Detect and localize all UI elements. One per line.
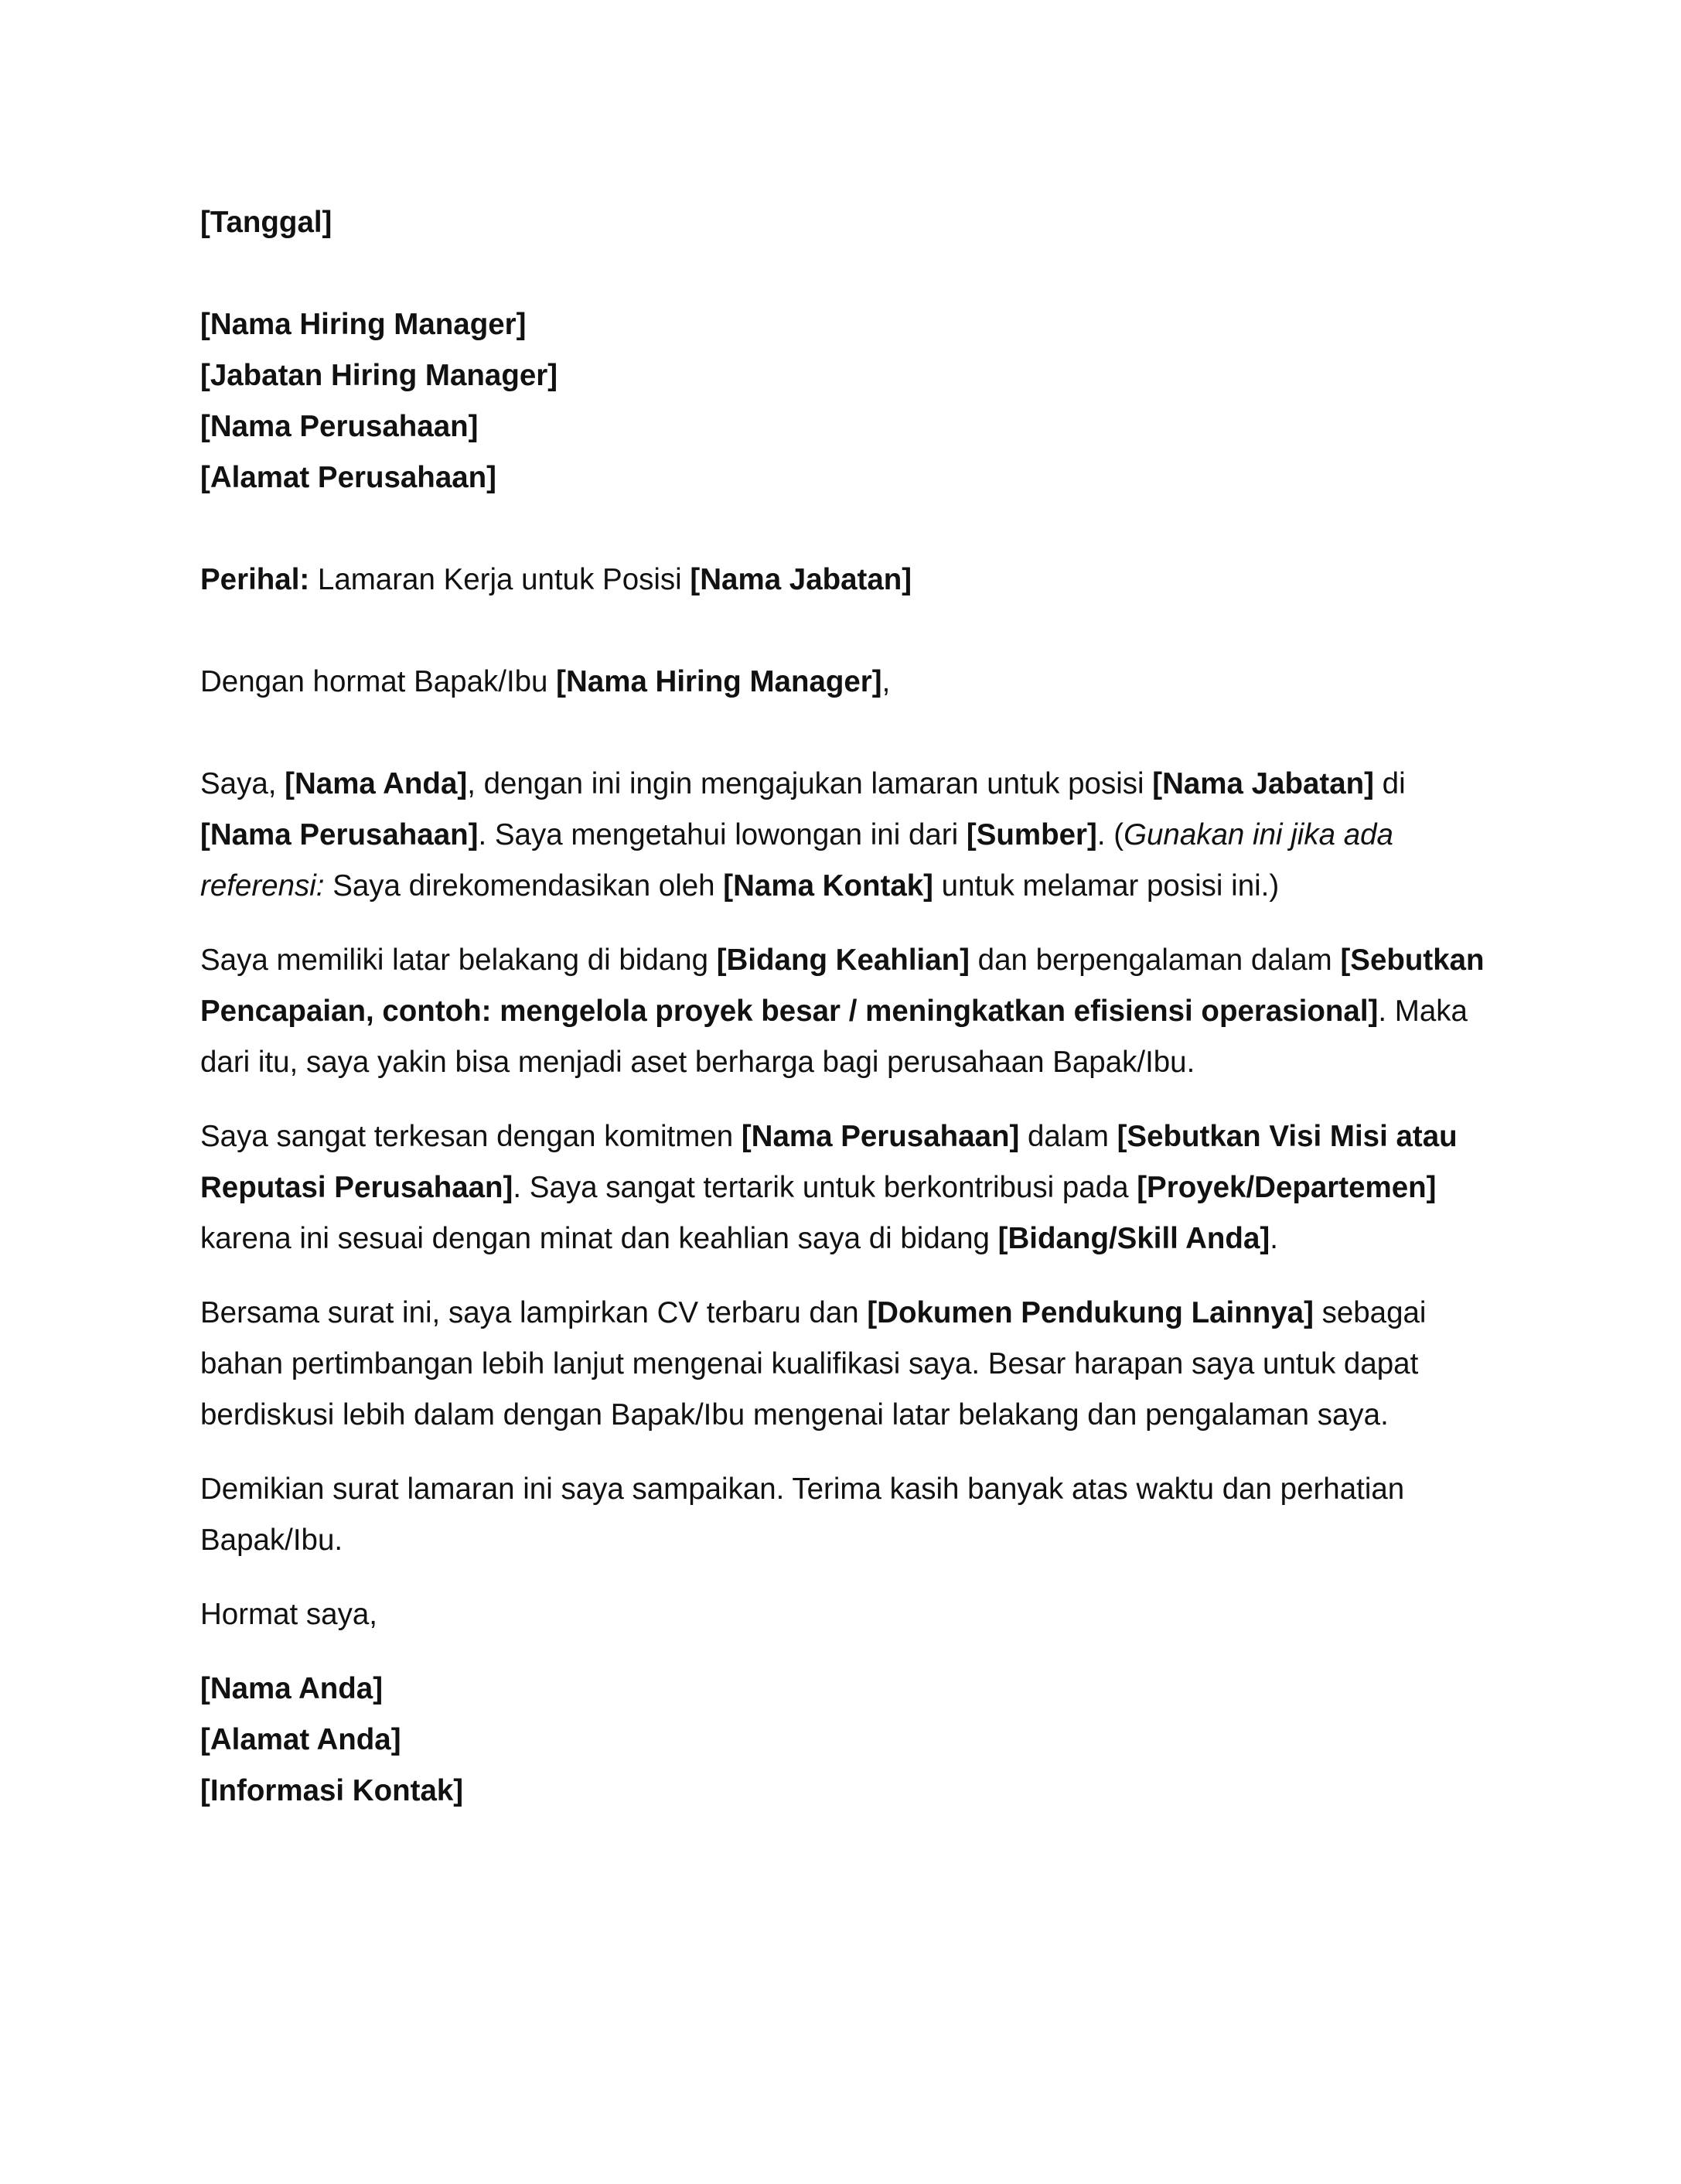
- spacer: [200, 708, 1499, 759]
- placeholder-text: [Nama Kontak]: [723, 869, 933, 903]
- greeting-end: ,: [881, 665, 891, 698]
- text: sebagai bahan pertimbangan lebih lanjut mengenai kualifikasi saya. Besar harapan saya untuk dapat berdiskusi lebih dalam dengan Bapak/Ibu mengenai latar belakang dan pengalaman saya.: [200, 1296, 1427, 1432]
- text: . (: [1096, 818, 1124, 851]
- recipient-block: [200, 299, 1499, 503]
- text: .: [1270, 1222, 1278, 1255]
- recipient-name: [Nama Hiring Manager]: [200, 308, 527, 341]
- greeting-text: Dengan hormat Bapak/Ibu: [200, 665, 557, 698]
- text: Saya memiliki latar belakang di bidang: [200, 944, 717, 977]
- spacer: [200, 503, 1499, 555]
- signature-block: [200, 1664, 1499, 1817]
- recipient-company: [Nama Perusahaan]: [200, 410, 479, 443]
- signature-contact: [Informasi Kontak]: [200, 1774, 464, 1807]
- text: Saya sangat terkesan dengan komitmen: [200, 1120, 742, 1153]
- text: . Saya sangat tertarik untuk berkontribusi pada: [513, 1171, 1137, 1204]
- greeting-line: [200, 657, 1499, 708]
- recipient-address: [Alamat Perusahaan]: [200, 461, 496, 494]
- placeholder-text: [Nama Perusahaan]: [200, 818, 479, 851]
- placeholder-text: [Dokumen Pendukung Lainnya]: [867, 1296, 1314, 1329]
- placeholder-text: [Bidang Keahlian]: [716, 944, 970, 977]
- text: karena ini sesuai dengan minat dan keahlian saya di bidang: [200, 1222, 998, 1255]
- spacer: [200, 248, 1499, 299]
- text: Saya direkomendasikan oleh: [324, 869, 724, 903]
- paragraph-2: [200, 935, 1499, 1088]
- paragraph-5: Demikian surat lamaran ini saya sampaikan. Terima kasih banyak atas waktu dan perhatian Bapak/Ibu.: [200, 1472, 1405, 1557]
- recipient-title: [Jabatan Hiring Manager]: [200, 359, 558, 392]
- date-line: [Tanggal]: [200, 206, 332, 239]
- placeholder-text: [Sumber]: [966, 818, 1097, 851]
- text: di: [1373, 767, 1406, 800]
- placeholder-text: [Nama Jabatan]: [1152, 767, 1374, 800]
- text: , dengan ini ingin mengajukan lamaran untuk posisi: [467, 767, 1153, 800]
- subject-text: Lamaran Kerja untuk Posisi: [309, 563, 690, 596]
- greeting-name: [Nama Hiring Manager]: [556, 665, 882, 698]
- paragraph-3: [200, 1111, 1499, 1264]
- italic-note: Gunakan ini jika ada referensi:: [200, 818, 1393, 903]
- placeholder-text: [Bidang/Skill Anda]: [997, 1222, 1270, 1255]
- text: dan berpengalaman dalam: [969, 944, 1341, 977]
- spacer: [200, 606, 1499, 657]
- signature-address: [Alamat Anda]: [200, 1723, 401, 1756]
- subject-label: Perihal:: [200, 563, 310, 596]
- placeholder-text: [Sebutkan Visi Misi atau Reputasi Perusahaan]: [200, 1120, 1458, 1204]
- signature-name: [Nama Anda]: [200, 1672, 384, 1705]
- text: untuk melamar posisi ini.): [933, 869, 1280, 903]
- placeholder-text: [Nama Perusahaan]: [741, 1120, 1020, 1153]
- text: Saya,: [200, 767, 285, 800]
- subject-line: [200, 555, 1499, 606]
- text: . Maka dari itu, saya yakin bisa menjadi aset berharga bagi perusahaan Bapak/Ibu.: [200, 995, 1468, 1079]
- closing-line: Hormat saya,: [200, 1598, 377, 1631]
- text: dalam: [1019, 1120, 1117, 1153]
- paragraph-1: [200, 759, 1499, 912]
- placeholder-text: [Proyek/Departemen]: [1137, 1171, 1437, 1204]
- letter-body: [200, 197, 1499, 1817]
- paragraph-4: [200, 1288, 1499, 1441]
- subject-position: [Nama Jabatan]: [690, 563, 912, 596]
- text: . Saya mengetahui lowongan ini dari: [478, 818, 967, 851]
- placeholder-text: [Nama Anda]: [285, 767, 468, 800]
- placeholder-text: [Sebutkan Pencapaian, contoh: mengelola proyek besar / meningkatkan efisiensi operasional]: [200, 944, 1485, 1028]
- text: Bersama surat ini, saya lampirkan CV terbaru dan: [200, 1296, 868, 1329]
